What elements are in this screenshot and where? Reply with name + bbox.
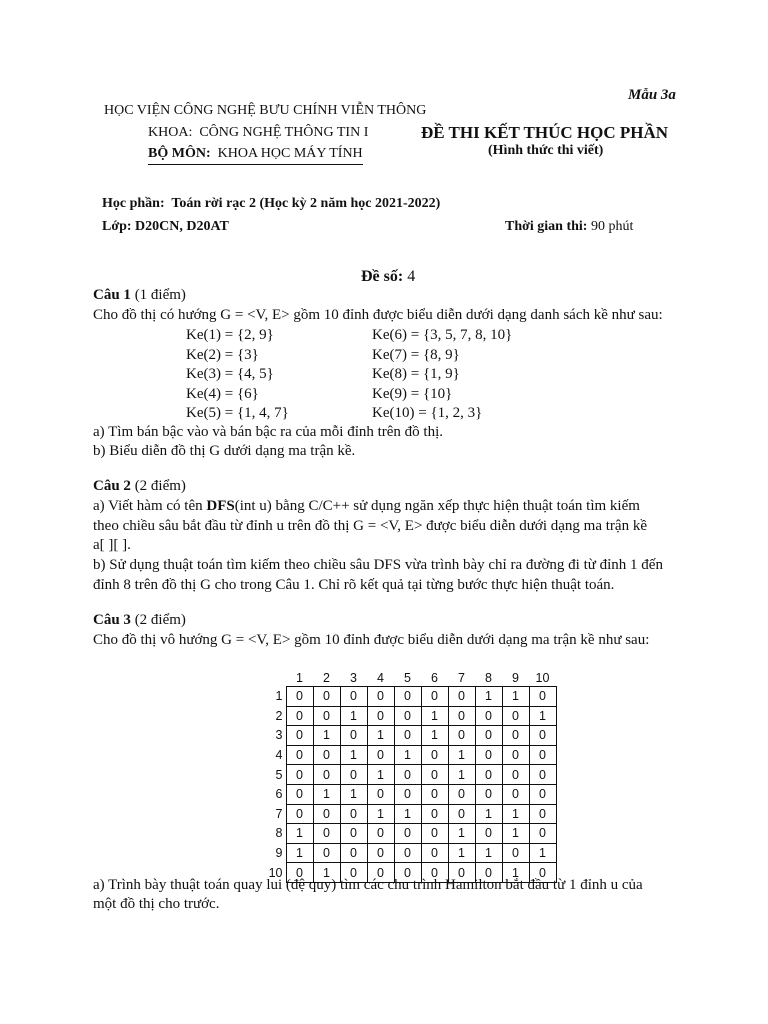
matrix-cell: 0: [340, 824, 367, 844]
matrix-cell: 0: [448, 726, 475, 746]
matrix-cell: 0: [394, 824, 421, 844]
matrix-cell: 0: [529, 765, 556, 785]
matrix-cell: 0: [502, 726, 529, 746]
matrix-cell: 0: [448, 804, 475, 824]
q3-part-a-line1: a) Trình bày thuật toán quay lui (đệ quy) tìm các chu trình Hamilton bắt đầu từ 1 đỉnh u của: [93, 877, 643, 893]
q1-title: [93, 285, 186, 305]
matrix-cell: 0: [313, 824, 340, 844]
matrix-cell: 0: [421, 745, 448, 765]
matrix-cell: 0: [286, 687, 313, 707]
matrix-cell: 1: [475, 687, 502, 707]
matrix-cell: 1: [502, 804, 529, 824]
matrix-cell: 0: [286, 765, 313, 785]
q2-part-b-line2: đỉnh 8 trên đồ thị G cho trong Câu 1. Chỉ rõ kết quả tại từng bước thực hiện thuật toán.: [93, 577, 615, 593]
q1-part-b: b) Biểu diễn đồ thị G dưới dạng ma trận kề.: [93, 443, 356, 459]
q2-function-name: DFS: [206, 498, 235, 514]
matrix-header-row: [260, 670, 556, 687]
matrix-cell: 1: [394, 804, 421, 824]
q1-title-text: Câu 1: [93, 287, 131, 303]
matrix-cell: 0: [529, 726, 556, 746]
matrix-cell: 0: [448, 784, 475, 804]
matrix-cell: 0: [475, 824, 502, 844]
matrix-cell: 0: [529, 804, 556, 824]
matrix-cell: 0: [367, 843, 394, 863]
matrix-col-header: 10: [535, 671, 550, 685]
matrix-cell: 0: [502, 745, 529, 765]
matrix-cell: 1: [448, 745, 475, 765]
course-value: Toán rời rạc 2 (Học kỳ 2 năm học 2021-2022): [171, 196, 441, 211]
q3-title-text: Câu 3: [93, 612, 131, 628]
dept-value: KHOA HỌC MÁY TÍNH: [217, 146, 363, 161]
matrix-cell: 0: [421, 824, 448, 844]
matrix-cell: 0: [286, 784, 313, 804]
matrix-cell: 1: [367, 804, 394, 824]
matrix-cell: 0: [394, 863, 421, 883]
matrix-cell: 1: [529, 706, 556, 726]
q1-adj-right-9: Ke(9) = {10}: [372, 386, 453, 402]
q1-adj-right-10: Ke(10) = {1, 2, 3}: [372, 405, 483, 421]
matrix-cell: 0: [502, 706, 529, 726]
matrix-row-header: 10: [268, 865, 283, 880]
matrix-cell: 0: [475, 863, 502, 883]
matrix-row-header: 9: [275, 846, 283, 861]
matrix-cell: 0: [394, 706, 421, 726]
matrix-cell: 1: [340, 706, 367, 726]
matrix-row: [260, 804, 556, 824]
matrix-cell: 1: [367, 726, 394, 746]
matrix-cell: 0: [475, 745, 502, 765]
matrix-cell: 1: [448, 843, 475, 863]
matrix-cell: 1: [394, 745, 421, 765]
matrix-cell: 1: [475, 804, 502, 824]
matrix-row: [260, 824, 556, 844]
matrix-col-header: 9: [512, 671, 519, 685]
q1-adj-left-1: Ke(1) = {2, 9}: [186, 327, 274, 343]
matrix-cell: 1: [340, 784, 367, 804]
matrix-col-header: 7: [458, 671, 465, 685]
matrix-row: [260, 726, 556, 746]
matrix-cell: 0: [367, 706, 394, 726]
q3-part-a-line2: một đồ thị cho trước.: [93, 896, 220, 912]
matrix-cell: 0: [367, 745, 394, 765]
matrix-cell: 0: [313, 745, 340, 765]
matrix-cell: 0: [529, 863, 556, 883]
adjacency-matrix-table: [260, 670, 557, 883]
exam-number-label: Đề số:: [361, 268, 404, 285]
matrix-cell: 0: [421, 863, 448, 883]
matrix-row: [260, 745, 556, 765]
time-label: Thời gian thi:: [505, 219, 588, 234]
matrix-cell: 0: [367, 784, 394, 804]
matrix-cell: 0: [340, 843, 367, 863]
matrix-cell: 0: [475, 784, 502, 804]
q2-part-a-line3: a[ ][ ].: [93, 537, 131, 553]
q2-part-a-post: (int u) bằng C/C++ sử dụng ngăn xếp thực hiện thuật toán tìm kiếm: [234, 498, 640, 514]
q2-title-text: Câu 2: [93, 478, 131, 494]
q1-adj-left-5: Ke(5) = {1, 4, 7}: [186, 405, 289, 421]
faculty: [148, 125, 368, 141]
faculty-value: CÔNG NGHỆ THÔNG TIN I: [199, 125, 369, 140]
form-code: Mẫu 3a: [628, 87, 676, 103]
matrix-row-header: 5: [275, 767, 283, 782]
dept-label: BỘ MÔN:: [148, 146, 211, 161]
matrix-cell: 1: [475, 843, 502, 863]
matrix-cell: 0: [394, 726, 421, 746]
matrix-row-header: 4: [275, 748, 283, 763]
matrix-cell: 0: [286, 726, 313, 746]
matrix-cell: 1: [421, 726, 448, 746]
q1-adj-right-6: Ke(6) = {3, 5, 7, 8, 10}: [372, 327, 513, 343]
matrix-row-header: 1: [275, 689, 283, 704]
class-label: Lớp:: [102, 219, 132, 234]
matrix-cell: 0: [502, 784, 529, 804]
matrix-row-header: 7: [275, 806, 283, 821]
matrix-cell: 1: [313, 863, 340, 883]
q1-adj-left-4: Ke(4) = {6}: [186, 386, 259, 402]
exam-form: (Hình thức thi viết): [488, 143, 604, 158]
matrix-cell: 0: [421, 784, 448, 804]
matrix-cell: 0: [313, 687, 340, 707]
matrix-row-header: 6: [275, 787, 283, 802]
matrix-cell: 0: [529, 824, 556, 844]
matrix-row: [260, 843, 556, 863]
matrix-cell: 0: [421, 765, 448, 785]
faculty-label: KHOA:: [148, 125, 193, 140]
matrix-cell: 0: [394, 784, 421, 804]
matrix-col-header: 6: [431, 671, 438, 685]
matrix-cell: 0: [340, 804, 367, 824]
matrix-cell: 1: [313, 784, 340, 804]
q1-adj-left-3: Ke(3) = {4, 5}: [186, 366, 274, 382]
matrix-row: [260, 687, 556, 707]
matrix-cell: 0: [475, 726, 502, 746]
matrix-cell: 1: [529, 843, 556, 863]
q2-part-a-line2: theo chiều sâu bắt đầu từ đỉnh u trên đồ thị G = <V, E> được biểu diễn dưới dạng ma trận kề: [93, 518, 647, 534]
matrix-row-header: 3: [275, 728, 283, 743]
matrix-col-header: 5: [404, 671, 411, 685]
matrix-cell: 0: [448, 687, 475, 707]
q2-part-a-line1: [93, 496, 640, 516]
matrix-cell: 0: [529, 745, 556, 765]
matrix-cell: 0: [340, 765, 367, 785]
matrix-row-header: 8: [275, 826, 283, 841]
matrix-cell: 1: [502, 687, 529, 707]
matrix-cell: 0: [313, 804, 340, 824]
course-label: Học phần:: [102, 196, 165, 211]
matrix-col-header: 1: [296, 671, 303, 685]
q1-intro: Cho đồ thị có hướng G = <V, E> gồm 10 đỉnh được biểu diễn dưới dạng danh sách kề như sau:: [93, 307, 663, 323]
matrix-cell: 0: [340, 863, 367, 883]
time-value: 90 phút: [590, 219, 634, 234]
q2-part-b-line1: b) Sử dụng thuật toán tìm kiếm theo chiều sâu DFS vừa trình bày chỉ ra đường đi từ đỉnh 1 đến: [93, 557, 663, 573]
matrix-col-header: 4: [377, 671, 384, 685]
matrix-cell: 0: [286, 863, 313, 883]
matrix-col-header: 2: [323, 671, 330, 685]
matrix-row: [260, 765, 556, 785]
matrix-col-header: 8: [485, 671, 492, 685]
q3-intro: Cho đồ thị vô hướng G = <V, E> gồm 10 đỉnh được biểu diễn dưới dạng ma trận kề như sau:: [93, 632, 650, 648]
matrix-cell: 0: [394, 687, 421, 707]
matrix-cell: 0: [529, 784, 556, 804]
matrix-cell: 1: [286, 843, 313, 863]
exam-number-value: 4: [407, 268, 416, 285]
matrix-cell: 0: [475, 765, 502, 785]
matrix-cell: 0: [502, 843, 529, 863]
q2-title: [93, 476, 186, 496]
institute-name: HỌC VIỆN CÔNG NGHỆ BƯU CHÍNH VIỄN THÔNG: [104, 103, 427, 118]
matrix-cell: 0: [421, 687, 448, 707]
matrix-cell: 0: [448, 706, 475, 726]
matrix-cell: 1: [448, 765, 475, 785]
matrix-cell: 0: [448, 863, 475, 883]
course-line: [102, 196, 440, 212]
q2-part-a-pre: a) Viết hàm có tên: [93, 498, 207, 514]
matrix-cell: 0: [313, 765, 340, 785]
matrix-cell: 1: [340, 745, 367, 765]
matrix-cell: 0: [394, 765, 421, 785]
matrix-cell: 0: [421, 843, 448, 863]
q1-part-a: a) Tìm bán bậc vào và bán bậc ra của mỗi đỉnh trên đồ thị.: [93, 424, 444, 440]
matrix-cell: 0: [394, 843, 421, 863]
matrix-cell: 0: [313, 843, 340, 863]
matrix-cell: 0: [286, 745, 313, 765]
matrix-corner: [260, 670, 286, 687]
q1-points: (1 điểm): [134, 287, 186, 303]
q3-title: [93, 610, 186, 630]
matrix-cell: 1: [286, 824, 313, 844]
q1-adj-right-8: Ke(8) = {1, 9}: [372, 366, 460, 382]
matrix-cell: 0: [286, 706, 313, 726]
matrix-cell: 0: [502, 765, 529, 785]
matrix-col-header: 3: [350, 671, 357, 685]
matrix-row: [260, 784, 556, 804]
matrix-cell: 0: [340, 726, 367, 746]
q2-points: (2 điểm): [134, 478, 186, 494]
matrix-row: [260, 706, 556, 726]
matrix-cell: 1: [448, 824, 475, 844]
matrix-cell: 1: [421, 706, 448, 726]
matrix-cell: 1: [367, 765, 394, 785]
matrix-cell: 0: [475, 706, 502, 726]
matrix-cell: 1: [502, 824, 529, 844]
matrix-cell: 1: [502, 863, 529, 883]
department: [148, 146, 363, 165]
exam-time: [505, 219, 633, 235]
matrix-row-header: 2: [275, 708, 283, 723]
matrix-cell: 0: [529, 687, 556, 707]
class-line: [102, 219, 229, 235]
matrix-cell: 1: [313, 726, 340, 746]
q1-adj-right-7: Ke(7) = {8, 9}: [372, 347, 460, 363]
matrix-cell: 0: [367, 687, 394, 707]
matrix-cell: 0: [340, 687, 367, 707]
matrix-cell: 0: [421, 804, 448, 824]
matrix-cell: 0: [286, 804, 313, 824]
q1-adj-left-2: Ke(2) = {3}: [186, 347, 259, 363]
exam-number: [361, 268, 415, 286]
matrix-cell: 0: [313, 706, 340, 726]
q3-points: (2 điểm): [134, 612, 186, 628]
matrix-cell: 0: [367, 824, 394, 844]
matrix-cell: 0: [367, 863, 394, 883]
class-value: D20CN, D20AT: [135, 219, 229, 234]
exam-title: ĐỀ THI KẾT THÚC HỌC PHẦN: [421, 123, 669, 142]
